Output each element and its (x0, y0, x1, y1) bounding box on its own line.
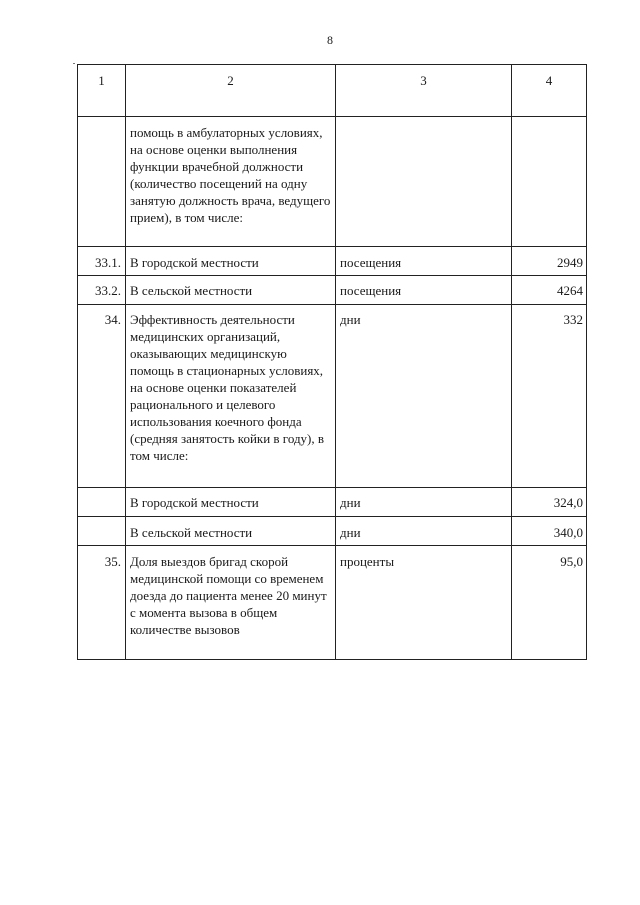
table-row (78, 517, 587, 546)
indicator-text: Доля выездов бригад скорой медицинской помощи со временем доезда до пациента менее 20 минут с момента вызова в общем количестве вызовов (126, 546, 336, 660)
table-row (78, 247, 587, 276)
unit-cell: дни (336, 305, 512, 488)
unit-cell: дни (336, 488, 512, 517)
table-row (78, 305, 587, 488)
row-number (78, 117, 126, 247)
column-header-4: 4 (512, 65, 587, 117)
value-cell: 340,0 (512, 517, 587, 546)
unit-cell: посещения (336, 247, 512, 276)
row-number (78, 488, 126, 517)
row-number (78, 517, 126, 546)
scan-mark (73, 63, 75, 64)
column-header-2: 2 (126, 65, 336, 117)
value-cell (512, 117, 587, 247)
table-row (78, 117, 587, 247)
value-cell: 332 (512, 305, 587, 488)
column-header-1: 1 (78, 65, 126, 117)
table-row (78, 276, 587, 305)
row-number: 35. (78, 546, 126, 660)
column-header-3: 3 (336, 65, 512, 117)
value-cell: 2949 (512, 247, 587, 276)
indicator-text: В городской местности (126, 247, 336, 276)
indicators-table (77, 64, 587, 660)
value-cell: 95,0 (512, 546, 587, 660)
table-row (78, 546, 587, 660)
indicator-text: В сельской местности (126, 517, 336, 546)
indicator-text: Эффективность деятельности медицинских организаций, оказывающих медицинскую помощь в стационарных условиях, на основе оценки показателей рационального и целевого использования коечного фонда (средняя занятость койки в году), в том числе: (126, 305, 336, 488)
indicator-text: В городской местности (126, 488, 336, 517)
row-number: 34. (78, 305, 126, 488)
unit-cell: проценты (336, 546, 512, 660)
table-header-row (78, 65, 587, 117)
unit-cell: дни (336, 517, 512, 546)
unit-cell (336, 117, 512, 247)
row-number: 33.1. (78, 247, 126, 276)
table-row (78, 488, 587, 517)
indicator-text: помощь в амбулаторных условиях, на основе оценки выполнения функции врачебной должности (количество посещений на одну занятую должность врача, ведущего прием), в том числе: (126, 117, 336, 247)
page-number: 8 (327, 33, 333, 47)
indicator-text: В сельской местности (126, 276, 336, 305)
unit-cell: посещения (336, 276, 512, 305)
value-cell: 4264 (512, 276, 587, 305)
row-number: 33.2. (78, 276, 126, 305)
value-cell: 324,0 (512, 488, 587, 517)
